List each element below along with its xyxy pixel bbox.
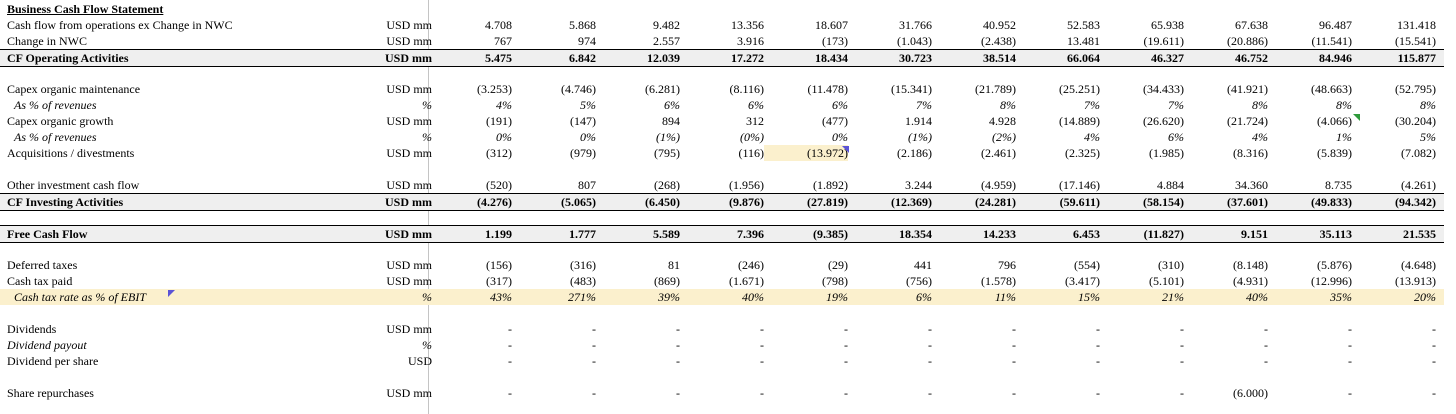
value-cell[interactable]: - bbox=[1180, 322, 1184, 336]
value-cell[interactable]: - bbox=[1264, 354, 1268, 368]
value-cell[interactable]: - bbox=[676, 354, 680, 368]
row-other-investment bbox=[0, 177, 1444, 193]
value-cell[interactable]: 131.418 bbox=[1397, 18, 1436, 32]
value-cell[interactable]: - bbox=[676, 338, 680, 352]
value-cell[interactable]: (59.611) bbox=[1059, 195, 1100, 209]
row-label[interactable]: Change in NWC bbox=[7, 34, 87, 48]
value-cell[interactable]: 18.354 bbox=[899, 227, 932, 241]
value-cell[interactable]: (6.281) bbox=[645, 82, 680, 96]
value-cell[interactable]: - bbox=[1012, 322, 1016, 336]
value-cell[interactable]: (15.541) bbox=[1395, 34, 1436, 48]
row-label[interactable]: Dividends bbox=[7, 322, 57, 336]
value-cell[interactable]: (37.601) bbox=[1227, 195, 1268, 209]
row-capex-maint-pct bbox=[0, 97, 1444, 113]
value-cell[interactable]: (2.438) bbox=[981, 34, 1016, 48]
value-cell[interactable]: (13.972) bbox=[807, 146, 848, 160]
value-cell[interactable]: (4.648) bbox=[1401, 258, 1436, 272]
value-cell[interactable]: 6.453 bbox=[1073, 227, 1100, 241]
value-cell[interactable]: 3.916 bbox=[737, 34, 764, 48]
value-cell[interactable]: (4.746) bbox=[561, 82, 596, 96]
value-cell[interactable]: - bbox=[676, 322, 680, 336]
value-cell[interactable]: 3.244 bbox=[905, 178, 932, 192]
row-cash-tax-rate bbox=[0, 289, 1444, 305]
row-capex-growth-pct bbox=[0, 129, 1444, 145]
value-cell[interactable]: 8% bbox=[1336, 98, 1352, 112]
value-cell[interactable]: - bbox=[592, 338, 596, 352]
value-cell[interactable]: (979) bbox=[570, 146, 596, 160]
value-cell[interactable]: 974 bbox=[578, 34, 596, 48]
value-cell[interactable]: - bbox=[1096, 338, 1100, 352]
value-cell[interactable]: (156) bbox=[486, 258, 512, 272]
value-cell[interactable]: 1.914 bbox=[905, 114, 932, 128]
row-capex-maintenance bbox=[0, 81, 1444, 97]
value-cell[interactable]: 21.535 bbox=[1403, 227, 1436, 241]
row-label[interactable]: Cash tax paid bbox=[7, 274, 73, 288]
value-cell[interactable]: - bbox=[1348, 386, 1352, 400]
value-cell[interactable]: 5% bbox=[580, 98, 596, 112]
value-cell[interactable]: (94.342) bbox=[1395, 195, 1436, 209]
value-cell[interactable]: - bbox=[592, 322, 596, 336]
value-cell[interactable]: - bbox=[760, 354, 764, 368]
row-label[interactable]: Cash tax rate as % of EBIT bbox=[14, 290, 146, 304]
row-unit[interactable]: % bbox=[422, 130, 432, 144]
value-cell[interactable]: - bbox=[508, 338, 512, 352]
value-cell[interactable]: 14.233 bbox=[983, 227, 1016, 241]
value-cell[interactable]: 0% bbox=[832, 130, 848, 144]
value-cell[interactable]: 0% bbox=[496, 130, 512, 144]
row-label[interactable]: CF Operating Activities bbox=[7, 51, 129, 65]
value-cell[interactable]: (12.996) bbox=[1311, 274, 1352, 288]
note-indicator-icon[interactable] bbox=[1353, 114, 1360, 121]
value-cell[interactable]: 7% bbox=[916, 98, 932, 112]
value-cell[interactable]: (9.385) bbox=[813, 227, 848, 241]
value-cell[interactable]: (5.839) bbox=[1317, 146, 1352, 160]
value-cell[interactable]: - bbox=[1012, 338, 1016, 352]
row-label[interactable]: Capex organic maintenance bbox=[7, 82, 141, 96]
value-cell[interactable]: 20% bbox=[1414, 290, 1436, 304]
value-cell[interactable]: 9.151 bbox=[1241, 227, 1268, 241]
value-cell[interactable]: (17.146) bbox=[1059, 178, 1100, 192]
row-capex-growth bbox=[0, 113, 1444, 129]
row-unit[interactable]: % bbox=[422, 290, 432, 304]
value-cell[interactable]: (24.281) bbox=[975, 195, 1016, 209]
value-cell[interactable]: (554) bbox=[1074, 258, 1100, 272]
row-deferred-taxes bbox=[0, 257, 1444, 273]
value-cell[interactable]: (191) bbox=[486, 114, 512, 128]
value-cell[interactable]: (4.261) bbox=[1401, 178, 1436, 192]
value-cell[interactable]: - bbox=[1180, 354, 1184, 368]
value-cell[interactable]: (173) bbox=[822, 34, 848, 48]
value-cell[interactable]: - bbox=[844, 338, 848, 352]
row-cf-investing bbox=[0, 193, 1444, 211]
value-cell[interactable]: (7.082) bbox=[1401, 146, 1436, 160]
value-cell[interactable]: 6% bbox=[748, 98, 764, 112]
value-cell[interactable]: (312) bbox=[486, 146, 512, 160]
row-label[interactable]: As % of revenues bbox=[14, 130, 97, 144]
row-label[interactable]: Share repurchases bbox=[7, 386, 94, 400]
value-cell[interactable]: 4% bbox=[1084, 130, 1100, 144]
value-cell[interactable]: (26.620) bbox=[1143, 114, 1184, 128]
value-cell[interactable]: (6.000) bbox=[1233, 386, 1268, 400]
row-dividends bbox=[0, 321, 1444, 337]
value-cell[interactable]: 96.487 bbox=[1319, 18, 1352, 32]
value-cell[interactable]: 81 bbox=[668, 258, 680, 272]
value-cell[interactable]: (0%) bbox=[740, 130, 764, 144]
value-cell[interactable]: - bbox=[1096, 386, 1100, 400]
value-cell[interactable]: 15% bbox=[1078, 290, 1100, 304]
value-cell[interactable]: 4.884 bbox=[1157, 178, 1184, 192]
value-cell[interactable]: 18.434 bbox=[815, 51, 848, 65]
row-label[interactable]: As % of revenues bbox=[14, 98, 97, 112]
row-label[interactable]: Acquisitions / divestments bbox=[7, 146, 135, 160]
value-cell[interactable]: 65.938 bbox=[1151, 18, 1184, 32]
sheet-title-row bbox=[0, 1, 1444, 17]
value-cell[interactable]: - bbox=[1180, 386, 1184, 400]
value-cell[interactable]: (2.325) bbox=[1065, 146, 1100, 160]
value-cell[interactable]: - bbox=[928, 338, 932, 352]
value-cell[interactable]: 46.752 bbox=[1235, 51, 1268, 65]
value-cell[interactable]: 43% bbox=[490, 290, 512, 304]
value-cell[interactable]: 807 bbox=[578, 178, 596, 192]
value-cell[interactable]: 39% bbox=[658, 290, 680, 304]
value-cell[interactable]: 6.842 bbox=[569, 51, 596, 65]
value-cell[interactable]: - bbox=[1264, 338, 1268, 352]
value-cell[interactable]: - bbox=[1432, 354, 1436, 368]
value-cell[interactable]: 5.868 bbox=[569, 18, 596, 32]
value-cell[interactable]: (6.450) bbox=[645, 195, 680, 209]
value-cell[interactable]: (2.461) bbox=[981, 146, 1016, 160]
row-unit[interactable]: % bbox=[422, 98, 432, 112]
value-cell[interactable]: (25.251) bbox=[1059, 82, 1100, 96]
value-cell[interactable]: (21.789) bbox=[975, 82, 1016, 96]
value-cell[interactable]: 4% bbox=[496, 98, 512, 112]
value-cell[interactable]: (29) bbox=[828, 258, 848, 272]
value-cell[interactable]: (795) bbox=[654, 146, 680, 160]
value-cell[interactable]: (12.369) bbox=[891, 195, 932, 209]
value-cell[interactable]: 66.064 bbox=[1067, 51, 1100, 65]
value-cell[interactable]: (34.433) bbox=[1143, 82, 1184, 96]
value-cell[interactable]: 40% bbox=[742, 290, 764, 304]
value-cell[interactable]: 8% bbox=[1000, 98, 1016, 112]
value-cell[interactable]: (477) bbox=[822, 114, 848, 128]
value-cell[interactable]: (147) bbox=[570, 114, 596, 128]
value-cell[interactable]: 12.039 bbox=[647, 51, 680, 65]
row-dividend-payout bbox=[0, 337, 1444, 353]
value-cell[interactable]: 4.928 bbox=[989, 114, 1016, 128]
row-dividend-per-share bbox=[0, 353, 1444, 369]
value-cell[interactable]: (3.253) bbox=[477, 82, 512, 96]
value-cell[interactable]: (21.724) bbox=[1227, 114, 1268, 128]
value-cell[interactable]: - bbox=[844, 322, 848, 336]
value-cell[interactable]: (8.116) bbox=[729, 82, 764, 96]
value-cell[interactable]: (310) bbox=[1158, 258, 1184, 272]
value-cell[interactable]: (19.611) bbox=[1143, 34, 1184, 48]
value-cell[interactable]: (49.833) bbox=[1311, 195, 1352, 209]
value-cell[interactable]: 6% bbox=[664, 98, 680, 112]
value-cell[interactable]: 9.482 bbox=[653, 18, 680, 32]
row-unit[interactable]: USD mm bbox=[385, 51, 432, 65]
comment-indicator-icon[interactable] bbox=[168, 290, 175, 297]
value-cell[interactable]: (1%) bbox=[908, 130, 932, 144]
value-cell[interactable]: 52.583 bbox=[1067, 18, 1100, 32]
value-cell[interactable]: - bbox=[1096, 322, 1100, 336]
value-cell[interactable]: 67.638 bbox=[1235, 18, 1268, 32]
value-cell[interactable]: (756) bbox=[906, 274, 932, 288]
value-cell[interactable]: (58.154) bbox=[1143, 195, 1184, 209]
row-unit[interactable]: USD mm bbox=[386, 322, 432, 336]
value-cell[interactable]: (317) bbox=[486, 274, 512, 288]
value-cell[interactable]: 5.475 bbox=[485, 51, 512, 65]
value-cell[interactable]: 46.327 bbox=[1151, 51, 1184, 65]
value-cell[interactable]: (5.876) bbox=[1317, 258, 1352, 272]
value-cell[interactable]: (30.204) bbox=[1395, 114, 1436, 128]
value-cell[interactable]: (2%) bbox=[992, 130, 1016, 144]
value-cell[interactable]: 13.481 bbox=[1067, 34, 1100, 48]
value-cell[interactable]: (52.795) bbox=[1395, 82, 1436, 96]
value-cell[interactable]: (316) bbox=[570, 258, 596, 272]
value-cell[interactable]: - bbox=[760, 322, 764, 336]
row-label[interactable]: Cash flow from operations ex Change in NWC bbox=[7, 18, 233, 32]
row-unit[interactable]: USD mm bbox=[386, 258, 432, 272]
value-cell[interactable]: (1.578) bbox=[981, 274, 1016, 288]
row-unit[interactable]: USD mm bbox=[386, 178, 432, 192]
value-cell[interactable]: (869) bbox=[654, 274, 680, 288]
value-cell[interactable]: 38.514 bbox=[983, 51, 1016, 65]
row-label[interactable]: Dividend per share bbox=[7, 354, 99, 368]
value-cell[interactable]: (4.276) bbox=[477, 195, 512, 209]
value-cell[interactable]: (1.671) bbox=[729, 274, 764, 288]
value-cell[interactable]: (1.956) bbox=[729, 178, 764, 192]
value-cell[interactable]: - bbox=[508, 322, 512, 336]
value-cell[interactable]: (48.663) bbox=[1311, 82, 1352, 96]
row-label[interactable]: CF Investing Activities bbox=[7, 195, 124, 209]
value-cell[interactable]: (1.892) bbox=[813, 178, 848, 192]
row-share-repurchases bbox=[0, 385, 1444, 401]
value-cell[interactable]: 115.877 bbox=[1397, 51, 1436, 65]
row-label[interactable]: Capex organic growth bbox=[7, 114, 114, 128]
value-cell[interactable]: - bbox=[1432, 386, 1436, 400]
value-cell[interactable]: - bbox=[1348, 354, 1352, 368]
row-label[interactable]: Dividend payout bbox=[7, 338, 87, 352]
value-cell[interactable]: - bbox=[760, 386, 764, 400]
value-cell[interactable]: - bbox=[1432, 338, 1436, 352]
comment-indicator-icon[interactable] bbox=[842, 146, 849, 153]
value-cell[interactable]: 30.723 bbox=[899, 51, 932, 65]
row-cash-tax-paid bbox=[0, 273, 1444, 289]
value-cell[interactable]: 5% bbox=[1420, 130, 1436, 144]
value-cell[interactable]: - bbox=[928, 386, 932, 400]
row-cf-operating bbox=[0, 49, 1444, 67]
value-cell[interactable]: 796 bbox=[998, 258, 1016, 272]
row-unit[interactable]: USD bbox=[407, 354, 432, 368]
value-cell[interactable]: (2.186) bbox=[897, 146, 932, 160]
row-label[interactable]: Other investment cash flow bbox=[7, 178, 140, 192]
value-cell[interactable]: 8% bbox=[1252, 98, 1268, 112]
value-cell[interactable]: 7% bbox=[1168, 98, 1184, 112]
value-cell[interactable]: (20.886) bbox=[1227, 34, 1268, 48]
value-cell[interactable]: 34.360 bbox=[1235, 178, 1268, 192]
value-cell[interactable]: 21% bbox=[1162, 290, 1184, 304]
row-unit[interactable]: USD mm bbox=[386, 386, 432, 400]
value-cell[interactable]: (4.959) bbox=[981, 178, 1016, 192]
value-cell[interactable]: - bbox=[592, 354, 596, 368]
value-cell[interactable]: 8.735 bbox=[1325, 178, 1352, 192]
row-unit[interactable]: USD mm bbox=[386, 18, 432, 32]
value-cell[interactable]: - bbox=[928, 354, 932, 368]
value-cell[interactable]: (5.101) bbox=[1149, 274, 1184, 288]
value-cell[interactable]: 40% bbox=[1246, 290, 1268, 304]
value-cell[interactable]: - bbox=[1432, 322, 1436, 336]
row-label[interactable]: Free Cash Flow bbox=[7, 227, 88, 241]
value-cell[interactable]: (11.478) bbox=[807, 82, 848, 96]
row-unit[interactable]: USD mm bbox=[386, 34, 432, 48]
value-cell[interactable]: (268) bbox=[654, 178, 680, 192]
value-cell[interactable]: 35% bbox=[1330, 290, 1352, 304]
value-cell[interactable]: 2.557 bbox=[653, 34, 680, 48]
value-cell[interactable]: 17.272 bbox=[731, 51, 764, 65]
value-cell[interactable]: 312 bbox=[746, 114, 764, 128]
value-cell[interactable]: (3.417) bbox=[1065, 274, 1100, 288]
row-unit[interactable]: USD mm bbox=[386, 82, 432, 96]
row-label[interactable]: Deferred taxes bbox=[7, 258, 78, 272]
value-cell[interactable]: (4.931) bbox=[1233, 274, 1268, 288]
value-cell[interactable]: - bbox=[1348, 338, 1352, 352]
value-cell[interactable]: (15.341) bbox=[891, 82, 932, 96]
value-cell[interactable]: (1%) bbox=[656, 130, 680, 144]
value-cell[interactable]: 35.113 bbox=[1319, 227, 1352, 241]
value-cell[interactable]: (11.827) bbox=[1143, 227, 1184, 241]
value-cell[interactable]: - bbox=[760, 338, 764, 352]
value-cell[interactable]: (246) bbox=[738, 258, 764, 272]
value-cell[interactable]: (8.316) bbox=[1233, 146, 1268, 160]
value-cell[interactable]: 4% bbox=[1252, 130, 1268, 144]
value-cell[interactable]: 5.589 bbox=[653, 227, 680, 241]
value-cell[interactable]: - bbox=[1012, 386, 1016, 400]
row-cfo-ex-nwc bbox=[0, 17, 1444, 33]
value-cell[interactable]: - bbox=[508, 354, 512, 368]
value-cell[interactable]: (9.876) bbox=[729, 195, 764, 209]
value-cell[interactable]: 19% bbox=[826, 290, 848, 304]
value-cell[interactable]: (483) bbox=[570, 274, 596, 288]
value-cell[interactable]: - bbox=[1096, 354, 1100, 368]
sheet-title: Business Cash Flow Statement bbox=[7, 2, 164, 16]
value-cell[interactable]: - bbox=[676, 386, 680, 400]
value-cell[interactable]: - bbox=[928, 322, 932, 336]
value-cell[interactable]: - bbox=[1180, 338, 1184, 352]
row-unit[interactable]: USD mm bbox=[386, 146, 432, 160]
value-cell[interactable]: 8% bbox=[1420, 98, 1436, 112]
value-cell[interactable]: (4.066) bbox=[1317, 114, 1352, 128]
row-unit[interactable]: USD mm bbox=[385, 227, 432, 241]
value-cell[interactable]: - bbox=[1264, 322, 1268, 336]
row-change-nwc bbox=[0, 33, 1444, 49]
row-unit[interactable]: % bbox=[422, 338, 432, 352]
value-cell[interactable]: (13.913) bbox=[1395, 274, 1436, 288]
value-cell[interactable]: 6% bbox=[1168, 130, 1184, 144]
value-cell[interactable]: 6% bbox=[916, 290, 932, 304]
row-free-cash-flow bbox=[0, 225, 1444, 243]
row-acquisitions bbox=[0, 145, 1444, 161]
value-cell[interactable]: 31.766 bbox=[899, 18, 932, 32]
value-cell[interactable]: - bbox=[508, 386, 512, 400]
value-cell[interactable]: (116) bbox=[738, 146, 764, 160]
value-cell[interactable]: (14.889) bbox=[1059, 114, 1100, 128]
value-cell[interactable]: 441 bbox=[914, 258, 932, 272]
value-cell[interactable]: 4.708 bbox=[485, 18, 512, 32]
value-cell[interactable]: 1.199 bbox=[485, 227, 512, 241]
value-cell[interactable]: (8.148) bbox=[1233, 258, 1268, 272]
value-cell[interactable]: (27.819) bbox=[807, 195, 848, 209]
value-cell[interactable]: 84.946 bbox=[1319, 51, 1352, 65]
row-unit[interactable]: USD mm bbox=[386, 114, 432, 128]
value-cell[interactable]: 7.396 bbox=[737, 227, 764, 241]
value-cell[interactable]: 767 bbox=[494, 34, 512, 48]
value-cell[interactable]: 271% bbox=[568, 290, 596, 304]
row-unit[interactable]: USD mm bbox=[385, 195, 432, 209]
value-cell[interactable]: (1.043) bbox=[897, 34, 932, 48]
value-cell[interactable]: (5.065) bbox=[561, 195, 596, 209]
value-cell[interactable]: 0% bbox=[580, 130, 596, 144]
value-cell[interactable]: 11% bbox=[994, 290, 1016, 304]
value-cell[interactable]: (798) bbox=[822, 274, 848, 288]
value-cell[interactable]: 1% bbox=[1336, 130, 1352, 144]
value-cell[interactable]: 1.777 bbox=[569, 227, 596, 241]
value-cell[interactable]: 13.356 bbox=[731, 18, 764, 32]
value-cell[interactable]: (11.541) bbox=[1311, 34, 1352, 48]
value-cell[interactable]: 6% bbox=[832, 98, 848, 112]
value-cell[interactable]: - bbox=[844, 354, 848, 368]
value-cell[interactable]: 40.952 bbox=[983, 18, 1016, 32]
value-cell[interactable]: 18.607 bbox=[815, 18, 848, 32]
value-cell[interactable]: - bbox=[592, 386, 596, 400]
value-cell[interactable]: 7% bbox=[1084, 98, 1100, 112]
value-cell[interactable]: 894 bbox=[662, 114, 680, 128]
value-cell[interactable]: - bbox=[1348, 322, 1352, 336]
value-cell[interactable]: (41.921) bbox=[1227, 82, 1268, 96]
value-cell[interactable]: - bbox=[1012, 354, 1016, 368]
value-cell[interactable]: (520) bbox=[486, 178, 512, 192]
value-cell[interactable]: (1.985) bbox=[1149, 146, 1184, 160]
row-unit[interactable]: USD mm bbox=[386, 274, 432, 288]
value-cell[interactable]: - bbox=[844, 386, 848, 400]
